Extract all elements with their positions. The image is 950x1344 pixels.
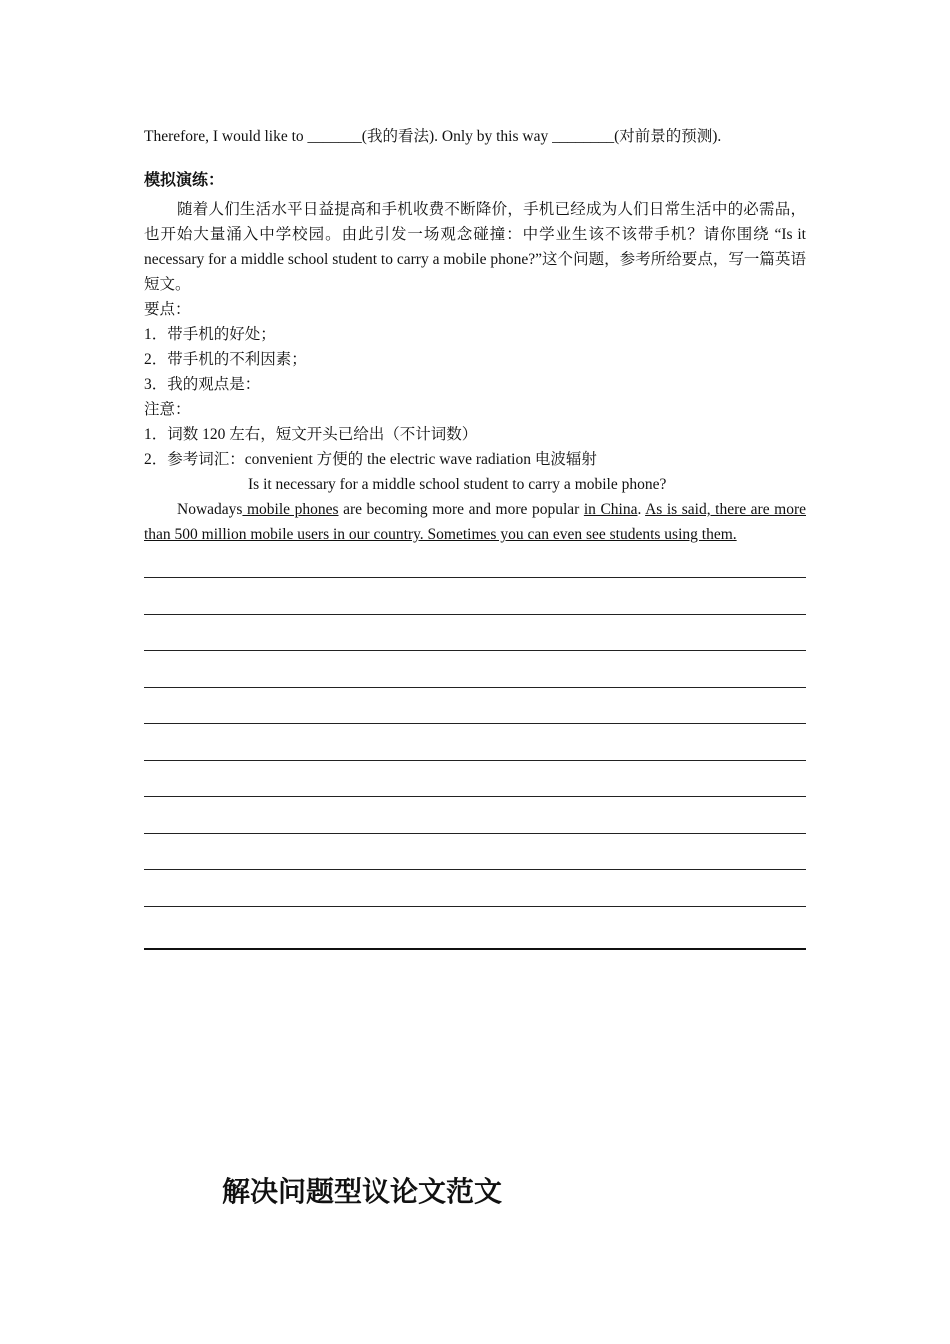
note-item-2: 2．参考词汇：convenient 方便的 the electric wave radiation 电波辐射 [144,451,597,468]
point-item-1: 1．带手机的好处； [144,326,276,343]
writing-line [144,796,806,797]
essay-text-period: . [637,501,646,518]
writing-line [144,869,806,870]
section-title: 模拟演练： [144,170,225,189]
bottom-heading: 解决问题型议论文范文 [222,1175,503,1208]
writing-line [144,723,806,724]
writing-line [144,614,806,615]
writing-line [144,906,806,907]
essay-opening-paragraph [144,497,806,547]
writing-line [144,577,806,578]
note-item-1: 1．词数 120 左右，短文开头已给出（不计词数） [144,426,478,443]
point-item-2: 2．带手机的不利因素； [144,351,307,368]
writing-lines [144,577,806,950]
writing-line [144,687,806,688]
notes-label: 注意： [144,401,191,418]
essay-underlined-in-china: in China [583,501,638,518]
point-item-3: 3．我的观点是： [144,376,261,393]
essay-underlined-mobile-phones: mobile phones [242,501,339,518]
conclusion-template-line: Therefore, I would like to _______(我的看法). Only by this way ________(对前景的预测). [144,128,722,145]
writing-line [144,650,806,651]
essay-word-nowadays: Nowadays [177,501,243,518]
document-body [144,124,806,950]
essay-underlined-sentence: As is said, there are more than 500 million mobile users in our country. Sometimes you can even see students using them. [144,501,806,543]
writing-line [144,833,806,834]
points-label: 要点： [144,301,191,318]
essay-text-popular: are becoming more and more popular [338,501,584,518]
writing-line [144,760,806,761]
prompt-paragraph: 随着人们生活水平日益提高和手机收费不断降价，手机已经成为人们日常生活中的必需品，也开始大量涌入中学校园。由此引发一场观念碰撞：中学业生该不该带手机？请你围绕 “Is it necessary for a middle school student to carry a mobile phone?”这个问题，参考所给要点，写一篇英语短文。 [144,201,806,293]
essay-title: Is it necessary for a middle school student to carry a mobile phone? [248,476,667,493]
section-divider [144,948,806,950]
